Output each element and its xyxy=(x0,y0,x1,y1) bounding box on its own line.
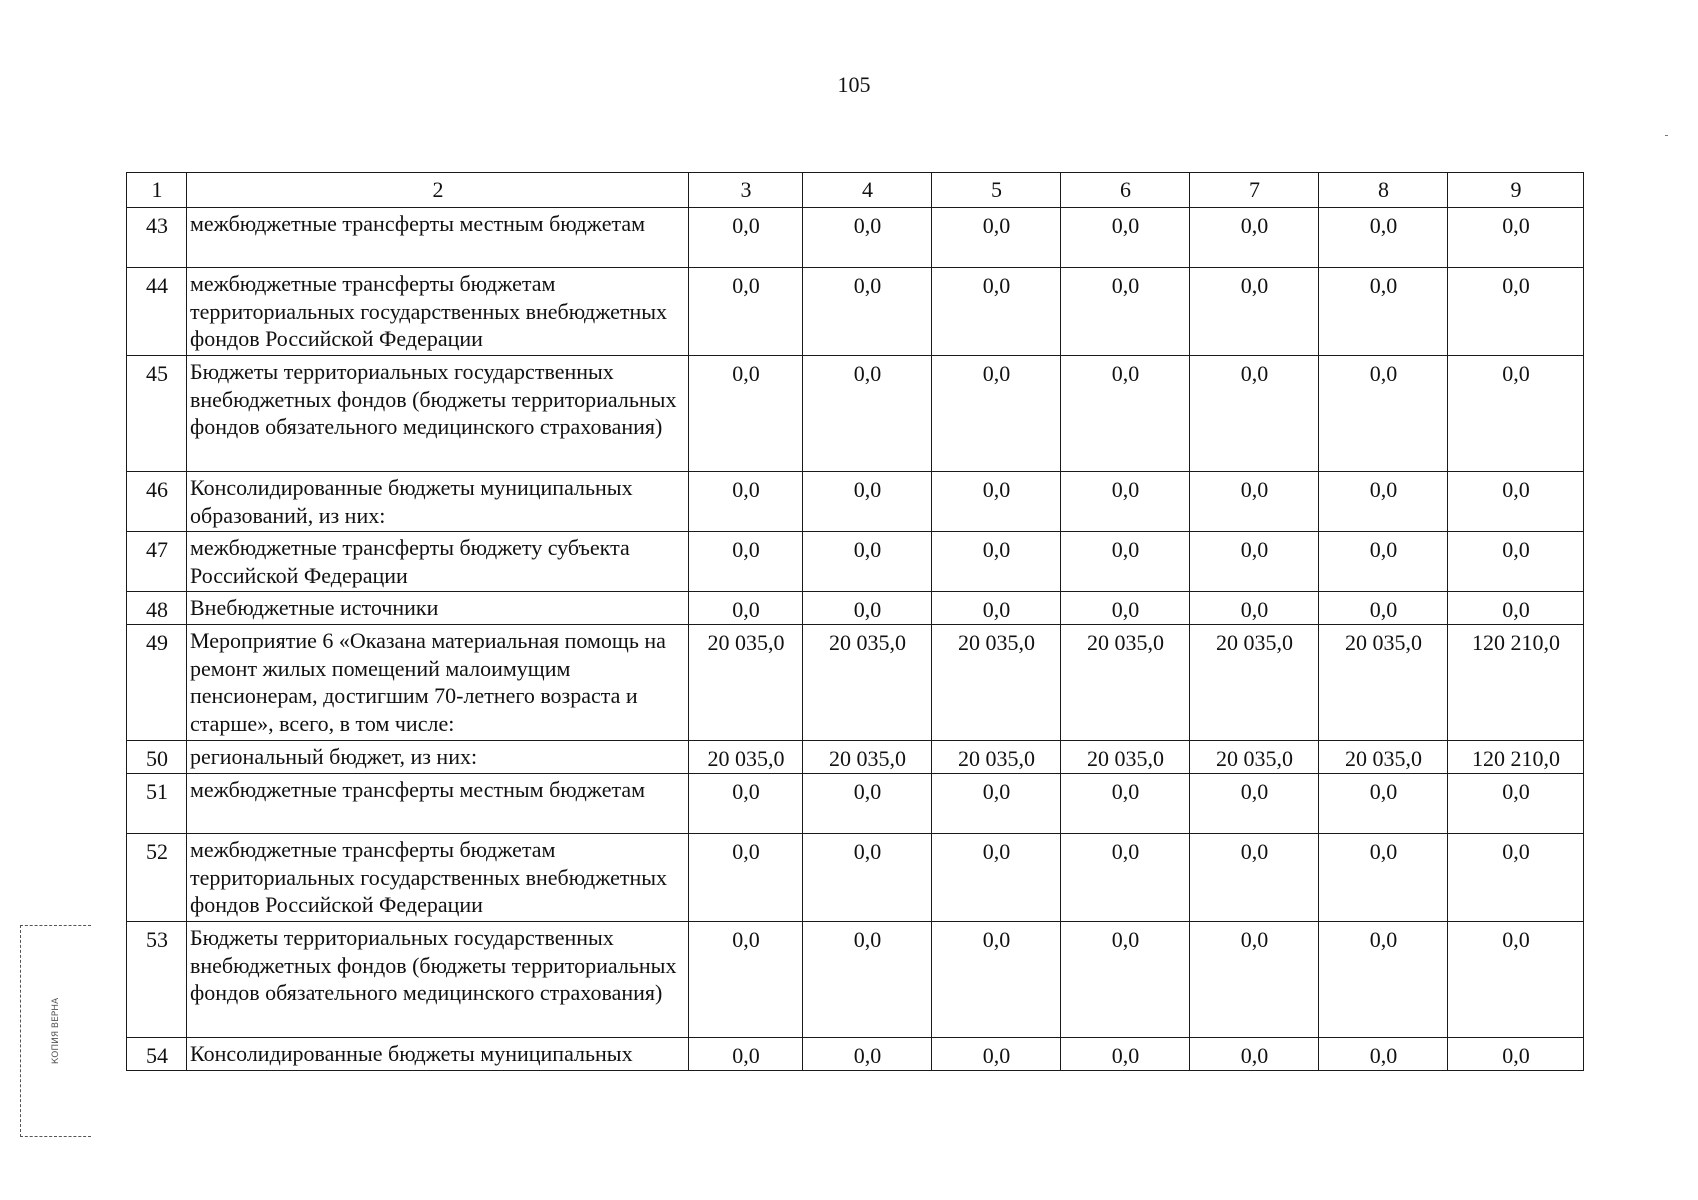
row-value-col-9: 0,0 xyxy=(1448,774,1584,834)
table-body xyxy=(127,208,1584,1071)
row-value-col-6: 20 035,0 xyxy=(1061,741,1190,774)
row-value-col-5: 0,0 xyxy=(932,922,1061,1038)
row-value-col-9: 0,0 xyxy=(1448,1038,1584,1071)
row-value-col-6: 0,0 xyxy=(1061,834,1190,922)
header-row xyxy=(127,173,1584,208)
row-value-col-9: 0,0 xyxy=(1448,472,1584,532)
row-value-col-7: 0,0 xyxy=(1190,922,1319,1038)
row-value-col-4: 0,0 xyxy=(803,356,932,472)
row-value-col-3: 0,0 xyxy=(689,532,803,592)
row-value-col-8: 0,0 xyxy=(1319,834,1448,922)
row-number: 43 xyxy=(127,208,187,268)
row-value-col-3: 0,0 xyxy=(689,834,803,922)
row-value-col-7: 0,0 xyxy=(1190,532,1319,592)
row-value-col-4: 20 035,0 xyxy=(803,625,932,741)
row-value-col-4: 0,0 xyxy=(803,532,932,592)
row-value-col-3: 0,0 xyxy=(689,208,803,268)
row-value-col-9: 0,0 xyxy=(1448,532,1584,592)
row-value-col-4: 0,0 xyxy=(803,208,932,268)
row-value-col-6: 0,0 xyxy=(1061,922,1190,1038)
row-value-col-8: 0,0 xyxy=(1319,472,1448,532)
row-value-col-7: 0,0 xyxy=(1190,356,1319,472)
row-value-col-5: 0,0 xyxy=(932,268,1061,356)
header-col-8: 8 xyxy=(1319,173,1448,208)
row-value-col-7: 0,0 xyxy=(1190,268,1319,356)
row-value-col-9: 0,0 xyxy=(1448,268,1584,356)
row-value-col-9: 120 210,0 xyxy=(1448,741,1584,774)
row-value-col-8: 0,0 xyxy=(1319,356,1448,472)
row-value-col-4: 0,0 xyxy=(803,1038,932,1071)
row-value-col-6: 0,0 xyxy=(1061,1038,1190,1071)
row-value-col-7: 0,0 xyxy=(1190,774,1319,834)
row-number: 49 xyxy=(127,625,187,741)
table-row xyxy=(127,268,1584,356)
row-value-col-7: 20 035,0 xyxy=(1190,741,1319,774)
row-value-col-5: 0,0 xyxy=(932,1038,1061,1071)
row-number: 44 xyxy=(127,268,187,356)
row-value-col-4: 0,0 xyxy=(803,268,932,356)
row-description: межбюджетные трансферты местным бюджетам xyxy=(187,208,689,268)
row-value-col-3: 0,0 xyxy=(689,774,803,834)
table-row xyxy=(127,592,1584,625)
row-value-col-9: 0,0 xyxy=(1448,208,1584,268)
row-value-col-9: 0,0 xyxy=(1448,356,1584,472)
row-value-col-5: 0,0 xyxy=(932,472,1061,532)
budget-table-wrap xyxy=(126,172,1583,1071)
row-value-col-6: 20 035,0 xyxy=(1061,625,1190,741)
row-value-col-6: 0,0 xyxy=(1061,472,1190,532)
row-value-col-8: 0,0 xyxy=(1319,1038,1448,1071)
row-description: Консолидированные бюджеты муниципальных образований, из них: xyxy=(187,472,689,532)
row-value-col-4: 0,0 xyxy=(803,774,932,834)
row-value-col-6: 0,0 xyxy=(1061,532,1190,592)
row-value-col-4: 20 035,0 xyxy=(803,741,932,774)
row-value-col-8: 0,0 xyxy=(1319,532,1448,592)
row-value-col-3: 0,0 xyxy=(689,592,803,625)
row-value-col-6: 0,0 xyxy=(1061,268,1190,356)
row-value-col-7: 0,0 xyxy=(1190,1038,1319,1071)
row-value-col-8: 0,0 xyxy=(1319,208,1448,268)
header-col-3: 3 xyxy=(689,173,803,208)
row-description: межбюджетные трансферты бюджету субъекта Российской Федерации xyxy=(187,532,689,592)
row-value-col-3: 20 035,0 xyxy=(689,741,803,774)
row-description: межбюджетные трансферты местным бюджетам xyxy=(187,774,689,834)
table-row xyxy=(127,922,1584,1038)
header-col-9: 9 xyxy=(1448,173,1584,208)
header-col-4: 4 xyxy=(803,173,932,208)
row-value-col-3: 0,0 xyxy=(689,922,803,1038)
row-value-col-8: 20 035,0 xyxy=(1319,741,1448,774)
row-number: 51 xyxy=(127,774,187,834)
row-value-col-8: 0,0 xyxy=(1319,922,1448,1038)
copy-stamp xyxy=(20,925,91,1137)
row-number: 47 xyxy=(127,532,187,592)
row-value-col-8: 0,0 xyxy=(1319,774,1448,834)
row-value-col-3: 0,0 xyxy=(689,268,803,356)
row-value-col-5: 0,0 xyxy=(932,834,1061,922)
row-number: 45 xyxy=(127,356,187,472)
header-col-2: 2 xyxy=(187,173,689,208)
table-row xyxy=(127,208,1584,268)
row-value-col-6: 0,0 xyxy=(1061,774,1190,834)
row-value-col-9: 0,0 xyxy=(1448,592,1584,625)
row-value-col-5: 0,0 xyxy=(932,592,1061,625)
row-value-col-5: 0,0 xyxy=(932,208,1061,268)
row-value-col-9: 0,0 xyxy=(1448,922,1584,1038)
row-value-col-4: 0,0 xyxy=(803,472,932,532)
table-row xyxy=(127,834,1584,922)
row-value-col-6: 0,0 xyxy=(1061,592,1190,625)
header-col-5: 5 xyxy=(932,173,1061,208)
row-value-col-4: 0,0 xyxy=(803,922,932,1038)
row-value-col-8: 0,0 xyxy=(1319,592,1448,625)
row-description: межбюджетные трансферты бюджетам территориальных государственных внебюджетных фондов Российской Федерации xyxy=(187,268,689,356)
row-value-col-6: 0,0 xyxy=(1061,356,1190,472)
row-value-col-9: 0,0 xyxy=(1448,834,1584,922)
header-col-7: 7 xyxy=(1190,173,1319,208)
header-col-6: 6 xyxy=(1061,173,1190,208)
row-value-col-8: 0,0 xyxy=(1319,268,1448,356)
row-description: межбюджетные трансферты бюджетам территориальных государственных внебюджетных фондов Российской Федерации xyxy=(187,834,689,922)
table-row xyxy=(127,741,1584,774)
row-value-col-5: 20 035,0 xyxy=(932,625,1061,741)
row-value-col-7: 0,0 xyxy=(1190,208,1319,268)
budget-table xyxy=(126,172,1584,1071)
row-value-col-7: 20 035,0 xyxy=(1190,625,1319,741)
table-row xyxy=(127,625,1584,741)
row-number: 46 xyxy=(127,472,187,532)
row-value-col-3: 20 035,0 xyxy=(689,625,803,741)
row-description: региональный бюджет, из них: xyxy=(187,741,689,774)
table-row xyxy=(127,356,1584,472)
row-description: Мероприятие 6 «Оказана материальная помощь на ремонт жилых помещений малоимущим пенсионерам, достигшим 70-летнего возраста и старше», всего, в том числе: xyxy=(187,625,689,741)
scan-speck xyxy=(1665,135,1668,136)
row-value-col-6: 0,0 xyxy=(1061,208,1190,268)
row-number: 54 xyxy=(127,1038,187,1071)
row-value-col-7: 0,0 xyxy=(1190,472,1319,532)
row-value-col-7: 0,0 xyxy=(1190,834,1319,922)
row-number: 50 xyxy=(127,741,187,774)
page-number: 105 xyxy=(837,72,871,97)
row-value-col-9: 120 210,0 xyxy=(1448,625,1584,741)
row-number: 53 xyxy=(127,922,187,1038)
row-value-col-5: 0,0 xyxy=(932,774,1061,834)
row-value-col-7: 0,0 xyxy=(1190,592,1319,625)
row-value-col-8: 20 035,0 xyxy=(1319,625,1448,741)
table-row xyxy=(127,774,1584,834)
row-value-col-5: 0,0 xyxy=(932,532,1061,592)
row-description: Бюджеты территориальных государственных внебюджетных фондов (бюджеты территориальных фондов обязательного медицинского страхования) xyxy=(187,922,689,1038)
row-value-col-3: 0,0 xyxy=(689,472,803,532)
row-description: Бюджеты территориальных государственных внебюджетных фондов (бюджеты территориальных фондов обязательного медицинского страхования) xyxy=(187,356,689,472)
row-value-col-4: 0,0 xyxy=(803,592,932,625)
row-number: 52 xyxy=(127,834,187,922)
row-value-col-3: 0,0 xyxy=(689,356,803,472)
table-row xyxy=(127,532,1584,592)
copy-stamp-text: КОПИЯ ВЕРНА xyxy=(51,997,61,1065)
row-value-col-3: 0,0 xyxy=(689,1038,803,1071)
row-description: Внебюджетные источники xyxy=(187,592,689,625)
table-row xyxy=(127,472,1584,532)
row-value-col-4: 0,0 xyxy=(803,834,932,922)
header-col-1: 1 xyxy=(127,173,187,208)
row-description: Консолидированные бюджеты муниципальных xyxy=(187,1038,689,1071)
row-value-col-5: 0,0 xyxy=(932,356,1061,472)
row-value-col-5: 20 035,0 xyxy=(932,741,1061,774)
row-number: 48 xyxy=(127,592,187,625)
table-row xyxy=(127,1038,1584,1071)
